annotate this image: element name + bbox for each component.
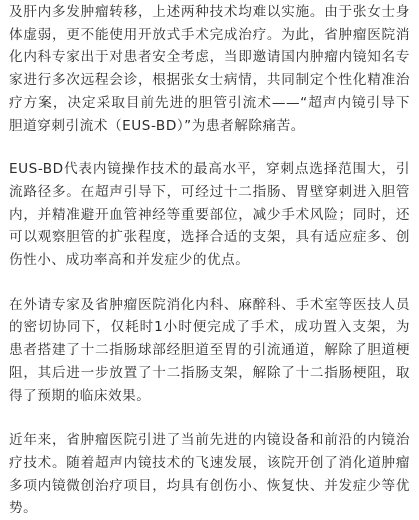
article-body [0, 1, 419, 517]
paragraph-2: EUS-BD代表内镜操作技术的最高水平，穿刺点选择范围大，引流路径多。在超声引导下，可经过十二指肠、胃壁穿刺进入胆管内，并精准避开血管神经等重要部位，减少手术风险；同时，还可以观察胆管的扩张程度，选择合适的支架，具有适应症多、创伤性小、成功率高和并发症少的优点。 [9, 161, 410, 269]
paragraph-3: 在外请专家及省肿瘤医院消化内科、麻醉科、手术室等医技人员的密切协同下，仅耗时1小时便完成了手术，成功置入支架，为患者搭建了十二指肠球部经胆道至胃的引流通道，解除了胆道梗阻，其后进一步放置了十二指肠支架，解除了十二指肠梗阻，取得了预期的临床效果。 [9, 296, 410, 404]
paragraph-4: 近年来，省肿瘤医院引进了当前先进的内镜设备和前沿的内镜治疗技术。随着超声内镜技术的飞速发展，该院开创了消化道肿瘤多项内镜微创治疗项目，均具有创伤小、恢复快、并发症少等优势。 [9, 432, 410, 517]
paragraph-1: 及肝内多发肿瘤转移，上述两种技术均难以实施。由于张女士身体虚弱，更不能使用开放式手术完成治疗。为此，省肿瘤医院消化内科专家出于对患者安全考虑，当即邀请国内肿瘤内镜知名专家进行多次远程会诊，根据张女士病情，共同制定个性化精准治疗方案，决定采取目前先进的胆管引流术——“超声内镜引导下胆道穿刺引流术（EUS-BD）”为患者解除痛苦。 [9, 4, 410, 134]
